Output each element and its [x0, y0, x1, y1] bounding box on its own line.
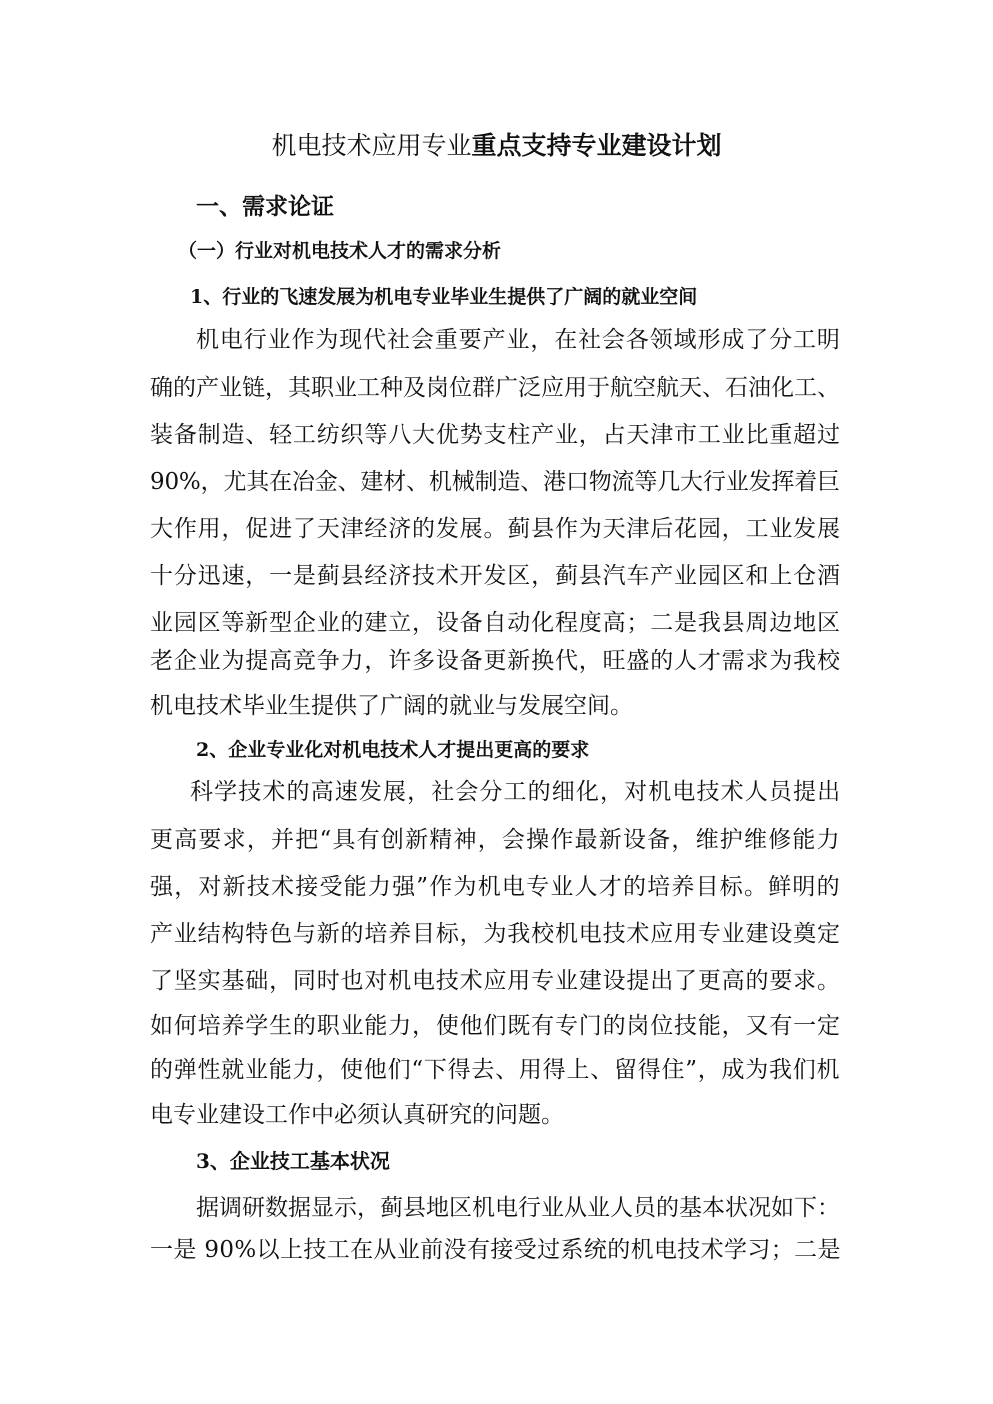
paragraph-line: 机电技术毕业生提供了广阔的就业与发展空间。: [150, 693, 633, 719]
paragraph-line: 十分迅速，一是蓟县经济技术开发区，蓟县汽车产业园区和上仓酒: [150, 563, 841, 589]
paragraph-line: 强，对新技术接受能力强”作为机电专业人才的培养目标。鲜明的: [150, 874, 841, 900]
paragraph-line: 老企业为提高竞争力，许多设备更新换代，旺盛的人才需求为我校: [150, 648, 841, 674]
paragraph-line: 机电行业作为现代社会重要产业，在社会各领域形成了分工明: [196, 327, 841, 353]
paragraph-line: 电专业建设工作中必须认真研究的问题。: [150, 1102, 564, 1128]
paragraph-line: 了坚实基础，同时也对机电技术应用专业建设提出了更高的要求。: [150, 968, 841, 994]
paragraph-line: 据调研数据显示，蓟县地区机电行业从业人员的基本状况如下：: [196, 1195, 840, 1221]
document-title: [0, 128, 993, 164]
paragraph-line: 的弹性就业能力，使他们“下得去、用得上、留得住”，成为我们机: [150, 1057, 841, 1083]
paragraph-line: 大作用，促进了天津经济的发展。蓟县作为天津后花园，工业发展: [150, 516, 841, 542]
point-1-heading: 1、行业的飞速发展为机电专业毕业生提供了广阔的就业空间: [190, 286, 698, 308]
paragraph-line: 装备制造、轻工纺织等八大优势支柱产业，占天津市工业比重超过: [150, 422, 841, 448]
subsection-heading: （一）行业对机电技术人才的需求分析: [178, 240, 502, 262]
title-normal-part: 机电技术应用专业: [271, 131, 472, 160]
point-3-heading: 3、企业技工基本状况: [196, 1149, 390, 1173]
paragraph-line: 如何培养学生的职业能力，使他们既有专门的岗位技能，又有一定: [150, 1013, 841, 1039]
paragraph-line: 更高要求，并把“具有创新精神，会操作最新设备，维护维修能力: [150, 827, 841, 853]
paragraph-line: 产业结构特色与新的培养目标，为我校机电技术应用专业建设奠定: [150, 921, 841, 947]
paragraph-line: 一是 90%以上技工在从业前没有接受过系统的机电技术学习；二是: [150, 1237, 841, 1263]
paragraph-line: 业园区等新型企业的建立，设备自动化程度高；二是我县周边地区: [150, 610, 841, 636]
point-2-heading: 2、企业专业化对机电技术人才提出更高的要求: [196, 739, 590, 761]
paragraph-line: 科学技术的高速发展，社会分工的细化，对机电技术人员提出: [190, 779, 842, 805]
paragraph-line: 确的产业链，其职业工种及岗位群广泛应用于航空航天、石油化工、: [150, 375, 840, 401]
title-bold-part: 重点支持专业建设计划: [471, 131, 722, 160]
paragraph-line: 90%，尤其在冶金、建材、机械制造、港口物流等几大行业发挥着巨: [150, 469, 840, 495]
section-heading: 一、需求论证: [196, 193, 334, 220]
